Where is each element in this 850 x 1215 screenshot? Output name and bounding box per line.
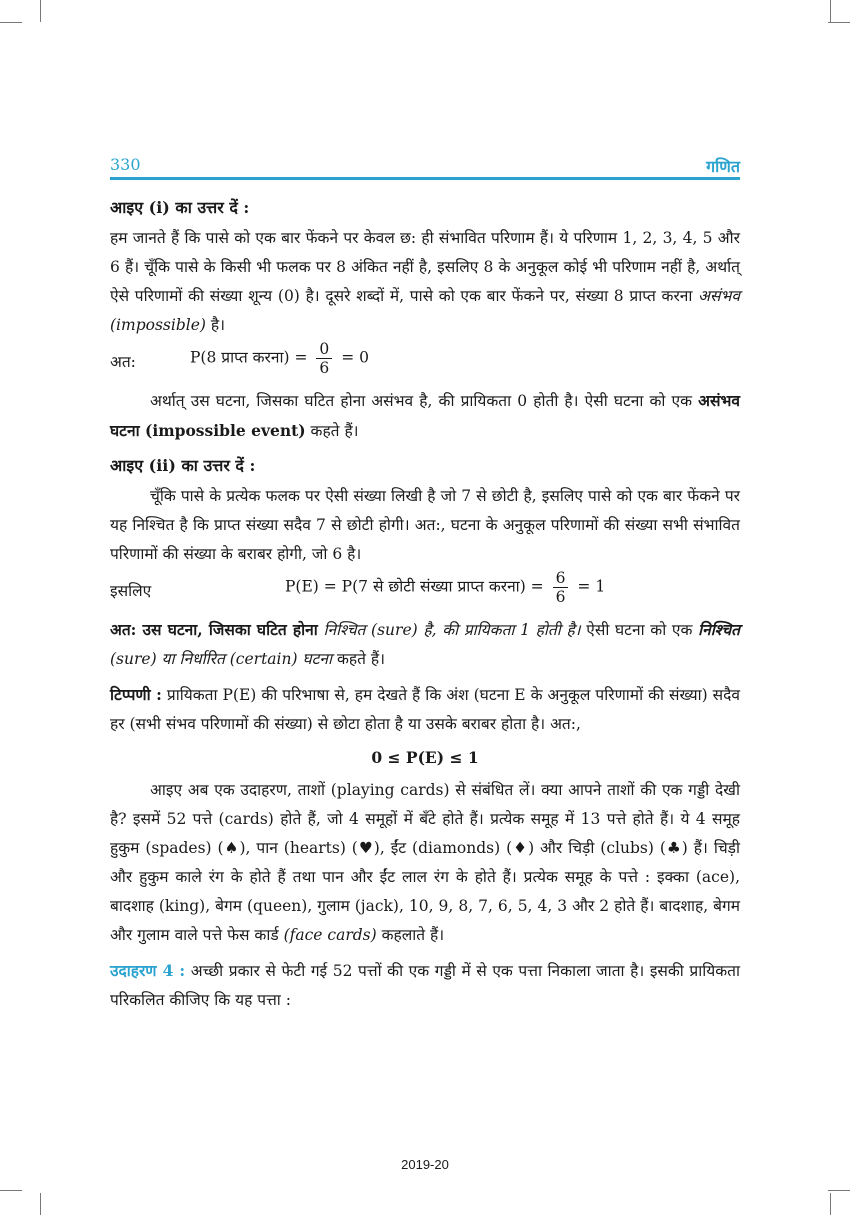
header-rule: [110, 177, 740, 180]
crop-mark: [0, 1190, 22, 1191]
section-heading-ii: आइए (ii) का उत्तर दें :: [110, 456, 256, 475]
equation-impossible: अत: P(8 प्राप्त करना) = $\frac{0}{6}$ = 0: [110, 340, 369, 377]
note-paragraph: टिप्पणी : प्रायिकता P(E) की परिभाषा से, हम देखते हैं कि अंश (घटना E के अनुकूल परिणामों की संख्या) सदैव हर (सभी संभव परिणामों की संख्या) से छोटा होता है या उसके बराबर होता है। अत:,: [110, 685, 740, 733]
paragraph: अत: उस घटना, जिसका घटित होना निश्चित (sure) है, की प्रायिकता 1 होती है। ऐसी घटना को एक निश्चित (sure) या निर्धारित (certain) घटना कहते हैं।: [110, 620, 740, 668]
section-heading-i: आइए (i) का उत्तर दें :: [110, 198, 250, 217]
crop-mark: [40, 0, 41, 22]
paragraph: आइए अब एक उदाहरण, ताशों (playing cards) से संबंधित लें। क्या आपने ताशों की एक गड्डी देखी है? इसमें 52 पत्ते (cards) होते हैं, जो 4 समूहों में बँटे होते हैं। प्रत्येक समूह में 13 पत्ते होते हैं। ये 4 समूह हुकुम (spades) (♠), पान (hearts) (♥), ईंट (diamonds) (♦) और चिड़ी (clubs) (♣) हैं। चिड़ी और हुकुम काले रंग के होते हैं तथा पान और ईंट लाल रंग के होते हैं। प्रत्येक समूह के पत्ते : इक्का (ace), बादशाह (king), बेगम (queen), गुलाम (jack), 10, 9, 8, 7, 6, 5, 4, 3 और 2 होते हैं। बादशाह, बेगम और गुलाम वाले पत्ते फेस कार्ड (face cards) कहलाते हैं।: [110, 781, 740, 944]
example-paragraph: उदाहरण 4 : अच्छी प्रकार से फेटी गई 52 पत्तों की एक गड्डी में से एक पत्ता निकाला जाता है। इसकी प्रायिकता परिकलित कीजिए कि यह पत्ता :: [110, 961, 740, 1009]
paragraph: हम जानते हैं कि पासे को एक बार फेंकने पर केवल छ: ही संभावित परिणाम हैं। ये परिणाम 1, 2, 3, 4, 5 और 6 हैं। चूँकि पासे के किसी भी फलक पर 8 अंकित नहीं है, इसलिए 8 के अनुकूल कोई भी परिणाम नहीं है, अर्थात् ऐसे परिणामों की संख्या शून्य (0) है। दूसरे शब्दों में, पासे को एक बार फेंकने पर, संख्या 8 प्राप्त करना असंभव (impossible) है।: [110, 229, 740, 334]
fraction: $\frac{0}{6}$: [316, 340, 332, 377]
inequality: 0 ≤ P(E) ≤ 1: [371, 748, 479, 767]
crop-mark: [830, 1193, 831, 1215]
example-label: उदाहरण 4 :: [110, 961, 186, 980]
fraction: $\frac{6}{6}$: [553, 569, 569, 606]
subject-title: गणित: [706, 157, 740, 176]
page-number: 330: [110, 155, 141, 174]
page-content: [110, 188, 740, 1015]
crop-mark: [0, 22, 22, 23]
equation-sure: इसलिए P(E) = P(7 से छोटी संख्या प्राप्त करना) = $\frac{6}{6}$ = 1: [110, 569, 606, 606]
paragraph: चूँकि पासे के प्रत्येक फलक पर ऐसी संख्या लिखी है जो 7 से छोटी है, इसलिए पासे को एक बार फेंकने पर यह निश्चित है कि प्राप्त संख्या सदैव 7 से छोटी होगी। अत:, घटना के अनुकूल परिणामों की संख्या सभी संभावित परिणामों की संख्या के बराबर होगी, जो 6 है।: [110, 487, 740, 563]
crop-mark: [830, 0, 831, 22]
crop-mark: [828, 22, 850, 23]
paragraph: अर्थात् उस घटना, जिसका घटित होना असंभव है, की प्रायिकता 0 होती है। ऐसी घटना को एक असंभव घटना (impossible event) कहते हैं।: [110, 391, 740, 440]
page-header: [110, 155, 740, 181]
note-label: टिप्पणी :: [110, 685, 162, 704]
crop-mark: [828, 1190, 850, 1191]
crop-mark: [40, 1193, 41, 1215]
footer-year: 2019-20: [401, 1157, 449, 1172]
